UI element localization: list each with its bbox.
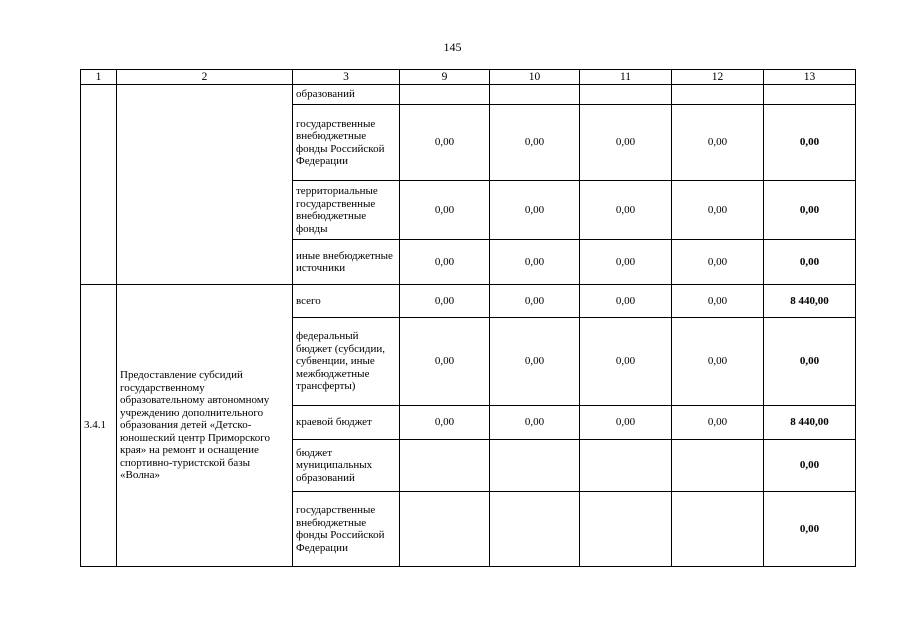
total-cell: 8 440,00: [764, 406, 856, 440]
value-cell: 0,00: [400, 181, 490, 240]
page-number: 145: [443, 40, 462, 54]
header-cell-9: 9: [400, 70, 490, 85]
total-cell: 0,00: [764, 181, 856, 240]
value-cell: 0,00: [490, 285, 580, 318]
value-cell: [672, 440, 764, 492]
total-cell: [764, 85, 856, 105]
table-row: [81, 285, 856, 318]
value-cell: 0,00: [490, 318, 580, 406]
item-name-cell: Предоставление субсидий государственному образовательному автономному учреждению дополнительного образования детей «Детско-юношеский центр Приморского края» на ремонт и оснащение спортивно-туристской базы «Волна»: [117, 285, 293, 567]
prev-name-cell: [117, 85, 293, 285]
value-cell: 0,00: [400, 105, 490, 181]
source-cell: государственные внебюджетные фонды Российской Федерации: [293, 105, 400, 181]
header-cell-10: 10: [490, 70, 580, 85]
value-cell: 0,00: [400, 318, 490, 406]
value-cell: 0,00: [400, 406, 490, 440]
value-cell: 0,00: [490, 181, 580, 240]
value-cell: [400, 492, 490, 567]
value-cell: 0,00: [580, 406, 672, 440]
value-cell: 0,00: [580, 318, 672, 406]
value-cell: [580, 492, 672, 567]
prev-code-cell: [81, 85, 117, 285]
source-cell: федеральный бюджет (субсидии, субвенции, иные межбюджетные трансферты): [293, 318, 400, 406]
value-cell: 0,00: [672, 181, 764, 240]
value-cell: 0,00: [580, 285, 672, 318]
source-cell: государственные внебюджетные фонды Российской Федерации: [293, 492, 400, 567]
header-row: [81, 70, 856, 85]
value-cell: [400, 440, 490, 492]
source-cell: образований: [293, 85, 400, 105]
value-cell: 0,00: [580, 105, 672, 181]
table-row: [81, 85, 856, 105]
total-cell: 8 440,00: [764, 285, 856, 318]
value-cell: [490, 440, 580, 492]
value-cell: 0,00: [580, 181, 672, 240]
header-cell-3: 3: [293, 70, 400, 85]
source-cell: бюджет муниципальных образований: [293, 440, 400, 492]
header-cell-13: 13: [764, 70, 856, 85]
total-cell: 0,00: [764, 105, 856, 181]
header-cell-2: 2: [117, 70, 293, 85]
source-cell: территориальные государственные внебюджетные фонды: [293, 181, 400, 240]
value-cell: [490, 85, 580, 105]
total-cell: 0,00: [764, 492, 856, 567]
value-cell: 0,00: [580, 240, 672, 285]
value-cell: [580, 85, 672, 105]
value-cell: 0,00: [400, 240, 490, 285]
value-cell: 0,00: [672, 318, 764, 406]
budget-table: [80, 69, 856, 567]
total-cell: 0,00: [764, 318, 856, 406]
value-cell: 0,00: [672, 105, 764, 181]
item-code-cell: 3.4.1: [81, 285, 117, 567]
header-cell-11: 11: [580, 70, 672, 85]
header-cell-1: 1: [81, 70, 117, 85]
value-cell: [400, 85, 490, 105]
source-cell: всего: [293, 285, 400, 318]
total-cell: 0,00: [764, 240, 856, 285]
value-cell: 0,00: [672, 240, 764, 285]
value-cell: [490, 492, 580, 567]
source-cell: иные внебюджетные источники: [293, 240, 400, 285]
header-cell-12: 12: [672, 70, 764, 85]
value-cell: [672, 492, 764, 567]
value-cell: 0,00: [490, 240, 580, 285]
source-cell: краевой бюджет: [293, 406, 400, 440]
value-cell: [672, 85, 764, 105]
value-cell: 0,00: [672, 406, 764, 440]
value-cell: 0,00: [400, 285, 490, 318]
value-cell: 0,00: [490, 105, 580, 181]
total-cell: 0,00: [764, 440, 856, 492]
value-cell: [580, 440, 672, 492]
value-cell: 0,00: [672, 285, 764, 318]
value-cell: 0,00: [490, 406, 580, 440]
